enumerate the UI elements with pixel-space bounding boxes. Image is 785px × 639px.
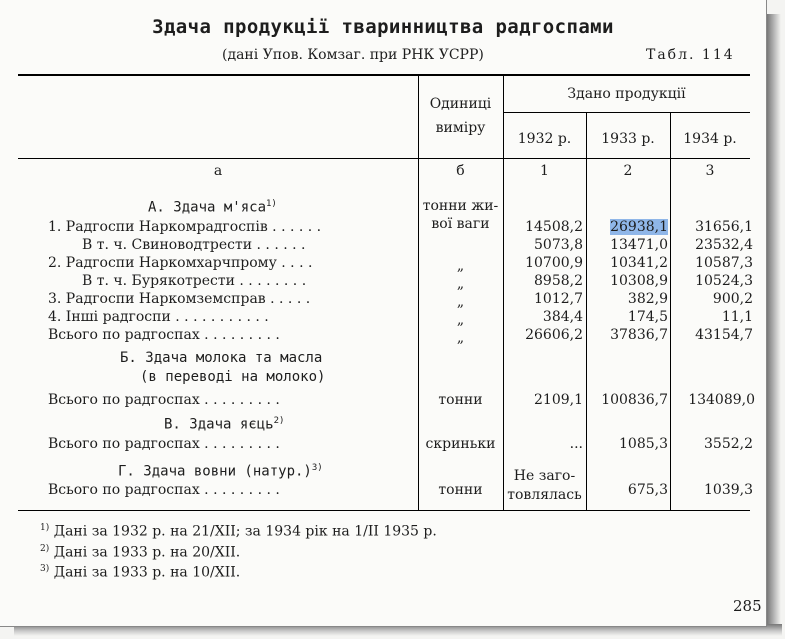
section-wool-heading bbox=[118, 460, 323, 480]
section-milk-heading: Б. Здача молока та масла bbox=[120, 350, 323, 366]
value-1932-row3: 10700,9 bbox=[525, 255, 583, 271]
value-1933-row4: 10308,9 bbox=[610, 273, 668, 289]
header-year-1934: 1934 р. bbox=[683, 131, 737, 147]
row-label-total-wool: Всього по радгоспах . . . . . . . . . bbox=[48, 482, 280, 498]
header-mid-rule bbox=[503, 112, 750, 113]
value-1933-total-milk: 100836,7 bbox=[601, 392, 668, 408]
units-wool: тонни bbox=[438, 482, 483, 498]
value-1933-row2: 13471,0 bbox=[610, 237, 668, 253]
row-label-narkomzemsprav: 3. Радгоспи Наркомземсправ . . . . . bbox=[48, 291, 311, 307]
section-meat-title: А. Здача м'яса bbox=[148, 199, 267, 216]
footnote-ref-3: 3) bbox=[311, 463, 323, 473]
value-1934-total-eggs: 3552,2 bbox=[704, 436, 753, 452]
footnote-3: $^{3)}$ Дані за 1933 р. на 10/XII. bbox=[40, 564, 241, 581]
ditto-row6: „ bbox=[456, 312, 465, 328]
value-1932-total-milk: 2109,1 bbox=[534, 392, 583, 408]
value-1933-row6: 174,5 bbox=[627, 309, 668, 325]
value-1934-total-meat: 43154,7 bbox=[695, 327, 753, 343]
selected-text[interactable]: 26938,1 bbox=[610, 219, 668, 235]
value-1933-total-meat: 37836,7 bbox=[610, 327, 668, 343]
ditto-row5: „ bbox=[456, 294, 465, 310]
footnote-1: $^{1)}$ Дані за 1932 р. на 21/XII; за 1934 рік на 1/II 1935 р. bbox=[40, 523, 437, 540]
page-shadow-right bbox=[765, 14, 781, 628]
row-label-total-milk: Всього по радгоспах . . . . . . . . . bbox=[48, 392, 280, 408]
section-eggs-title: В. Здача яєць bbox=[164, 416, 274, 433]
header-year-1933: 1933 р. bbox=[601, 131, 655, 147]
ditto-row7: „ bbox=[456, 330, 465, 346]
col-index-a: а bbox=[213, 163, 223, 179]
value-1934-row4: 10524,3 bbox=[695, 273, 753, 289]
value-1934-row6: 11,1 bbox=[721, 309, 753, 325]
value-1934-total-milk: 134089,0 bbox=[688, 392, 755, 408]
value-1932-total-meat: 26606,2 bbox=[525, 327, 583, 343]
section-eggs-heading bbox=[164, 413, 284, 433]
header-units-line1: Одиниці bbox=[429, 96, 492, 112]
value-1933-row3: 10341,2 bbox=[610, 255, 668, 271]
col-index-3: 3 bbox=[705, 163, 715, 179]
value-1933-total-wool: 675,3 bbox=[627, 482, 668, 498]
value-1932-row5: 1012,7 bbox=[534, 291, 583, 307]
header-year-1932: 1932 р. bbox=[517, 131, 572, 147]
units-meat-line2: вої ваги bbox=[431, 216, 490, 232]
value-1933-total-eggs: 1085,3 bbox=[619, 436, 668, 452]
page-subtitle: (дані Упов. Комзаг. при РНК УСРР) bbox=[222, 47, 484, 63]
row-label-total-eggs: Всього по радгоспах . . . . . . . . . bbox=[48, 436, 280, 452]
value-1933-row1 bbox=[586, 219, 668, 235]
value-1932-total-wool-line2: товлялась bbox=[507, 487, 582, 503]
header-units-line2: виміру bbox=[435, 120, 486, 136]
units-eggs: скриньки bbox=[425, 436, 496, 452]
value-1934-row3: 10587,3 bbox=[695, 255, 753, 271]
row-label-svynovod: В т. ч. Свиноводтрести . . . . . . bbox=[82, 237, 306, 253]
value-1934-row1: 31656,1 bbox=[695, 219, 753, 235]
header-bottom-rule bbox=[18, 158, 750, 159]
ditto-row3: „ bbox=[456, 258, 465, 274]
col-index-2: 2 bbox=[623, 163, 633, 179]
col-index-1: 1 bbox=[540, 163, 549, 179]
row-label-total-meat: Всього по радгоспах . . . . . . . . . bbox=[48, 327, 280, 343]
units-milk: тонни bbox=[438, 392, 483, 408]
table-label: Табл. 114 bbox=[646, 47, 735, 63]
value-1934-row2: 23532,4 bbox=[695, 237, 753, 253]
page-title: Здача продукції тваринництва радгоспами bbox=[152, 16, 614, 38]
footnote-2: $^{2)}$ Дані за 1933 р. на 20/XII. bbox=[40, 544, 241, 561]
value-1932-row1: 14508,2 bbox=[525, 219, 583, 235]
page-number: 285 bbox=[733, 597, 762, 615]
table-top-rule bbox=[18, 74, 750, 76]
value-1933-row5: 382,9 bbox=[627, 291, 668, 307]
section-meat-heading bbox=[148, 196, 277, 216]
value-1932-row6: 384,4 bbox=[542, 309, 583, 325]
table-bottom-rule bbox=[18, 510, 750, 511]
row-label-buriakotrest: В т. ч. Бурякотрести . . . . . . . . bbox=[82, 273, 307, 289]
row-label-narkomradhosp: 1. Радгоспи Наркомрадгоспів . . . . . . bbox=[48, 219, 322, 235]
value-1932-total-eggs: ... bbox=[569, 436, 583, 452]
col-index-b: б bbox=[456, 163, 465, 179]
value-1934-row5: 900,2 bbox=[712, 291, 753, 307]
ditto-row4: „ bbox=[456, 276, 465, 292]
value-1934-total-wool: 1039,3 bbox=[704, 482, 753, 498]
value-1932-row4: 8958,2 bbox=[534, 273, 583, 289]
header-delivered: Здано продукції bbox=[567, 86, 686, 102]
row-label-narkomkharchprom: 2. Радгоспи Наркомхарчпрому . . . . bbox=[48, 255, 313, 271]
units-meat-line1: тонни жи- bbox=[422, 198, 499, 214]
value-1932-total-wool-line1: Не заго- bbox=[513, 468, 576, 484]
value-1932-row2: 5073,8 bbox=[534, 237, 583, 253]
section-wool-title: Г. Здача вовни (натур.) bbox=[118, 463, 312, 480]
footnote-ref-1: 1) bbox=[266, 199, 277, 209]
section-milk-subheading: (в переводі на молоко) bbox=[140, 369, 326, 385]
row-label-inshi: 4. Інші радгоспи . . . . . . . . . . . bbox=[48, 309, 269, 325]
footnote-ref-2: 2) bbox=[273, 416, 285, 426]
